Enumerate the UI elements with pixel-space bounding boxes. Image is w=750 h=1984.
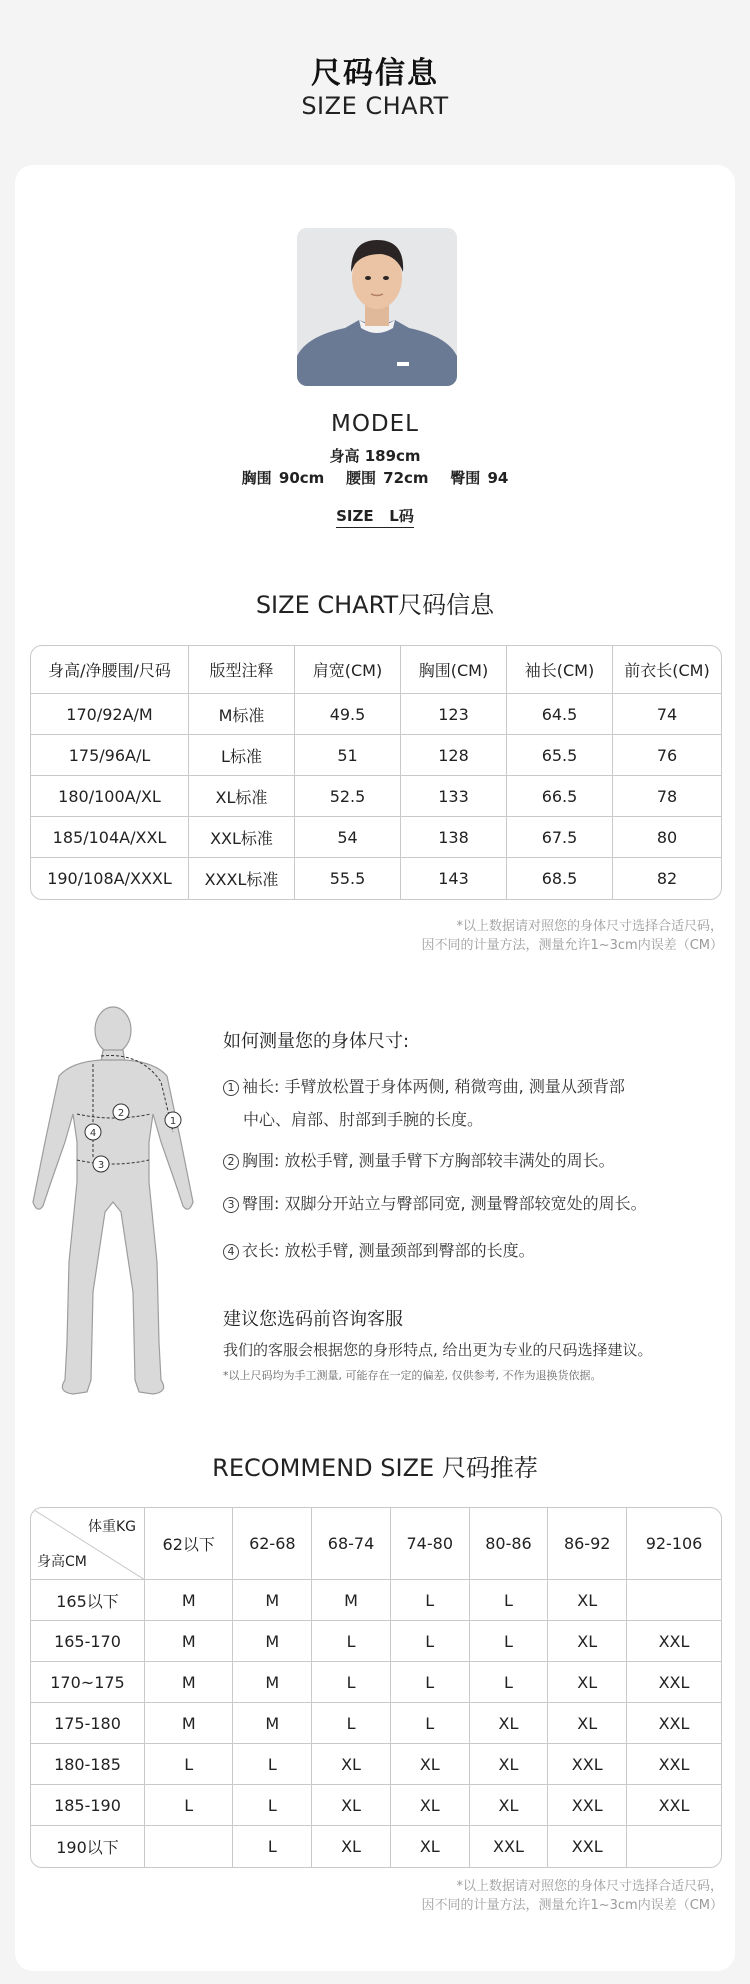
recommend-title: RECOMMEND SIZE 尺码推荐 xyxy=(212,1454,538,1482)
table-row xyxy=(31,694,721,735)
size-cell: XXL xyxy=(548,1826,627,1867)
how-to-item-length xyxy=(223,1234,723,1267)
size-cell: L xyxy=(391,1621,470,1662)
size-cell: XXL xyxy=(627,1785,721,1826)
table-cell: 67.5 xyxy=(507,817,613,858)
size-cell: XL xyxy=(470,1703,549,1744)
advice-text: 我们的客服会根据您的身形特点, 给出更为专业的尺码选择建议。 xyxy=(223,1341,653,1359)
weight-header-cell: 80-86 xyxy=(470,1508,549,1580)
table-cell: 138 xyxy=(401,817,507,858)
weight-header-cell: 92-106 xyxy=(627,1508,721,1580)
size-table-header-row xyxy=(31,646,721,694)
recommend-size-table xyxy=(30,1507,722,1868)
height-cell: 175-180 xyxy=(31,1703,145,1744)
size-cell: L xyxy=(233,1744,312,1785)
size-cell: M xyxy=(145,1580,233,1621)
size-header-cell: 前衣长(CM) xyxy=(613,646,721,694)
weight-header-cell: 86-92 xyxy=(548,1508,627,1580)
how-to-item-hip xyxy=(223,1187,723,1220)
size-cell: XL xyxy=(391,1785,470,1826)
table-row xyxy=(31,1662,721,1703)
figure-label-2: 2 xyxy=(117,1108,125,1119)
table-row xyxy=(31,776,721,817)
note-line: 因不同的计量方法，测量允许1~3cm内误差（CM） xyxy=(421,938,723,953)
table-cell: 76 xyxy=(613,735,721,776)
size-cell: XXL xyxy=(627,1662,721,1703)
size-cell: M xyxy=(312,1580,391,1621)
size-cell: XXL xyxy=(627,1703,721,1744)
table-row xyxy=(31,1744,721,1785)
size-header-cell: 版型注释 xyxy=(189,646,295,694)
size-cell: XL xyxy=(548,1580,627,1621)
size-cell: L xyxy=(145,1785,233,1826)
table-row xyxy=(31,1580,721,1621)
table-cell: 143 xyxy=(401,858,507,899)
size-cell: L xyxy=(312,1621,391,1662)
number-badge: 2 xyxy=(223,1154,239,1170)
size-cell: M xyxy=(145,1662,233,1703)
height-cell: 180-185 xyxy=(31,1744,145,1785)
table-row xyxy=(31,735,721,776)
size-cell: XL xyxy=(391,1826,470,1867)
size-header-cell: 肩宽(CM) xyxy=(295,646,401,694)
size-cell: M xyxy=(233,1580,312,1621)
weight-label: 体重KG xyxy=(87,1519,136,1535)
size-card xyxy=(15,165,735,1971)
size-cell: M xyxy=(233,1621,312,1662)
how-to-text: 胸围: 放松手臂, 测量手臂下方胸部较丰满处的周长。 xyxy=(242,1151,615,1170)
size-cell xyxy=(627,1826,721,1867)
figure-label-3: 3 xyxy=(97,1160,105,1171)
figure-label-4: 4 xyxy=(89,1128,97,1139)
height-cell: 185-190 xyxy=(31,1785,145,1826)
recommend-note xyxy=(223,1877,723,1915)
weight-header-cell: 62以下 xyxy=(145,1508,233,1580)
size-cell: XL xyxy=(312,1826,391,1867)
table-cell: 66.5 xyxy=(507,776,613,817)
how-to-text: 中心、肩部、肘部到手腕的长度。 xyxy=(243,1110,484,1129)
how-to-text: 袖长: 手臂放松置于身体两侧, 稍微弯曲, 测量从颈背部 xyxy=(242,1077,625,1096)
height-cell: 190以下 xyxy=(31,1826,145,1867)
size-cell: XL xyxy=(548,1703,627,1744)
model-photo xyxy=(297,228,457,386)
number-badge: 3 xyxy=(223,1197,239,1213)
size-cell: XXL xyxy=(548,1785,627,1826)
size-cell: L xyxy=(391,1703,470,1744)
size-cell: L xyxy=(312,1703,391,1744)
table-cell: 190/108A/XXXL xyxy=(31,858,189,899)
model-title: MODEL xyxy=(330,411,419,437)
size-cell xyxy=(627,1580,721,1621)
note-line: 因不同的计量方法，测量允许1~3cm内误差（CM） xyxy=(421,1898,723,1913)
table-cell: 52.5 xyxy=(295,776,401,817)
size-cell: XXL xyxy=(470,1826,549,1867)
size-cell: XXL xyxy=(627,1744,721,1785)
height-cell: 165-170 xyxy=(31,1621,145,1662)
table-cell: 185/104A/XXL xyxy=(31,817,189,858)
number-badge: 4 xyxy=(223,1244,239,1260)
size-cell: L xyxy=(233,1785,312,1826)
size-cell: M xyxy=(233,1703,312,1744)
size-chart-table xyxy=(30,645,722,900)
how-to-title: 如何测量您的身体尺寸: xyxy=(223,1031,410,1052)
size-cell: L xyxy=(233,1826,312,1867)
table-cell: 133 xyxy=(401,776,507,817)
table-cell: 54 xyxy=(295,817,401,858)
table-cell: L标准 xyxy=(189,735,295,776)
size-cell: M xyxy=(233,1662,312,1703)
size-cell: XXL xyxy=(548,1744,627,1785)
size-header-cell: 胸围(CM) xyxy=(401,646,507,694)
table-cell: 175/96A/L xyxy=(31,735,189,776)
table-cell: 82 xyxy=(656,869,678,888)
table-cell: XXXL标准 xyxy=(189,858,295,899)
table-cell: 51 xyxy=(295,735,401,776)
how-to-item-chest xyxy=(223,1144,723,1177)
model-size-label: SIZE L码 xyxy=(336,507,414,528)
size-cell: XL xyxy=(548,1662,627,1703)
size-header-cell: 袖长(CM) xyxy=(507,646,613,694)
table-cell: XL标准 xyxy=(189,776,295,817)
height-cell: 170~175 xyxy=(31,1662,145,1703)
size-cell: XL xyxy=(312,1785,391,1826)
size-cell: XL xyxy=(470,1744,549,1785)
size-cell: XL xyxy=(312,1744,391,1785)
corner-cell xyxy=(31,1508,145,1580)
body-measurement-figure xyxy=(21,992,199,1412)
size-cell: L xyxy=(470,1662,549,1703)
size-cell: L xyxy=(391,1662,470,1703)
size-cell: XL xyxy=(548,1621,627,1662)
recommend-header-row xyxy=(31,1508,721,1580)
size-cell: L xyxy=(145,1744,233,1785)
size-cell: M xyxy=(145,1621,233,1662)
size-cell: XL xyxy=(391,1744,470,1785)
size-cell: XXL xyxy=(627,1621,721,1662)
page-title-cn: 尺码信息 xyxy=(311,56,439,91)
table-row xyxy=(31,817,721,858)
table-row xyxy=(31,1785,721,1826)
table-row xyxy=(31,1703,721,1744)
size-chart-title: SIZE CHART尺码信息 xyxy=(255,591,495,619)
model-measurements: 胸围 90cm 腰围 72cm 臀围 94 xyxy=(241,469,509,487)
weight-header-cell: 68-74 xyxy=(312,1508,391,1580)
size-chart-note xyxy=(223,917,723,955)
note-line: *以上数据请对照您的身体尺寸选择合适尺码， xyxy=(456,919,723,934)
weight-header-cell: 74-80 xyxy=(391,1508,470,1580)
figure-label-1: 1 xyxy=(169,1116,177,1127)
size-cell: XL xyxy=(470,1785,549,1826)
weight-header-cell: 62-68 xyxy=(233,1508,312,1580)
height-label: 身高CM xyxy=(37,1554,87,1570)
size-cell: M xyxy=(145,1703,233,1744)
model-size xyxy=(15,505,735,526)
size-cell xyxy=(145,1826,233,1867)
table-cell: 80 xyxy=(613,817,721,858)
size-cell: L xyxy=(470,1580,549,1621)
table-cell: 78 xyxy=(613,776,721,817)
number-badge: 1 xyxy=(223,1080,239,1096)
size-cell: L xyxy=(470,1621,549,1662)
table-cell: 128 xyxy=(401,735,507,776)
height-cell: 165以下 xyxy=(31,1580,145,1621)
table-cell: M标准 xyxy=(189,694,295,735)
size-header-cell: 身高/净腰围/尺码 xyxy=(31,646,189,694)
table-cell: 170/92A/M xyxy=(31,694,189,735)
advice-disclaimer: *以上尺码均为手工测量, 可能存在一定的偏差, 仅供参考, 不作为退换货依据。 xyxy=(223,1369,602,1382)
table-cell: 74 xyxy=(613,694,721,735)
table-cell: 180/100A/XL xyxy=(31,776,189,817)
table-cell: 55.5 xyxy=(295,858,401,899)
table-row xyxy=(31,1621,721,1662)
note-line: *以上数据请对照您的身体尺寸选择合适尺码， xyxy=(456,1879,723,1894)
table-row xyxy=(31,858,721,899)
size-cell: L xyxy=(312,1662,391,1703)
table-cell: 64.5 xyxy=(507,694,613,735)
model-height: 身高 189cm xyxy=(329,447,421,465)
table-cell: 68.5 xyxy=(507,858,613,899)
table-cell: 49.5 xyxy=(295,694,401,735)
advice-title: 建议您选码前咨询客服 xyxy=(223,1309,403,1330)
table-row xyxy=(31,1826,721,1867)
how-to-text: 臀围: 双脚分开站立与臀部同宽, 测量臀部较宽处的周长。 xyxy=(242,1194,647,1213)
how-to-text: 衣长: 放松手臂, 测量颈部到臀部的长度。 xyxy=(242,1241,535,1260)
size-cell: L xyxy=(391,1580,470,1621)
how-to-item-sleeve xyxy=(223,1070,723,1136)
table-cell: 65.5 xyxy=(507,735,613,776)
table-cell: XXL标准 xyxy=(189,817,295,858)
page-title-en: SIZE CHART xyxy=(301,92,449,120)
table-cell: 123 xyxy=(401,694,507,735)
